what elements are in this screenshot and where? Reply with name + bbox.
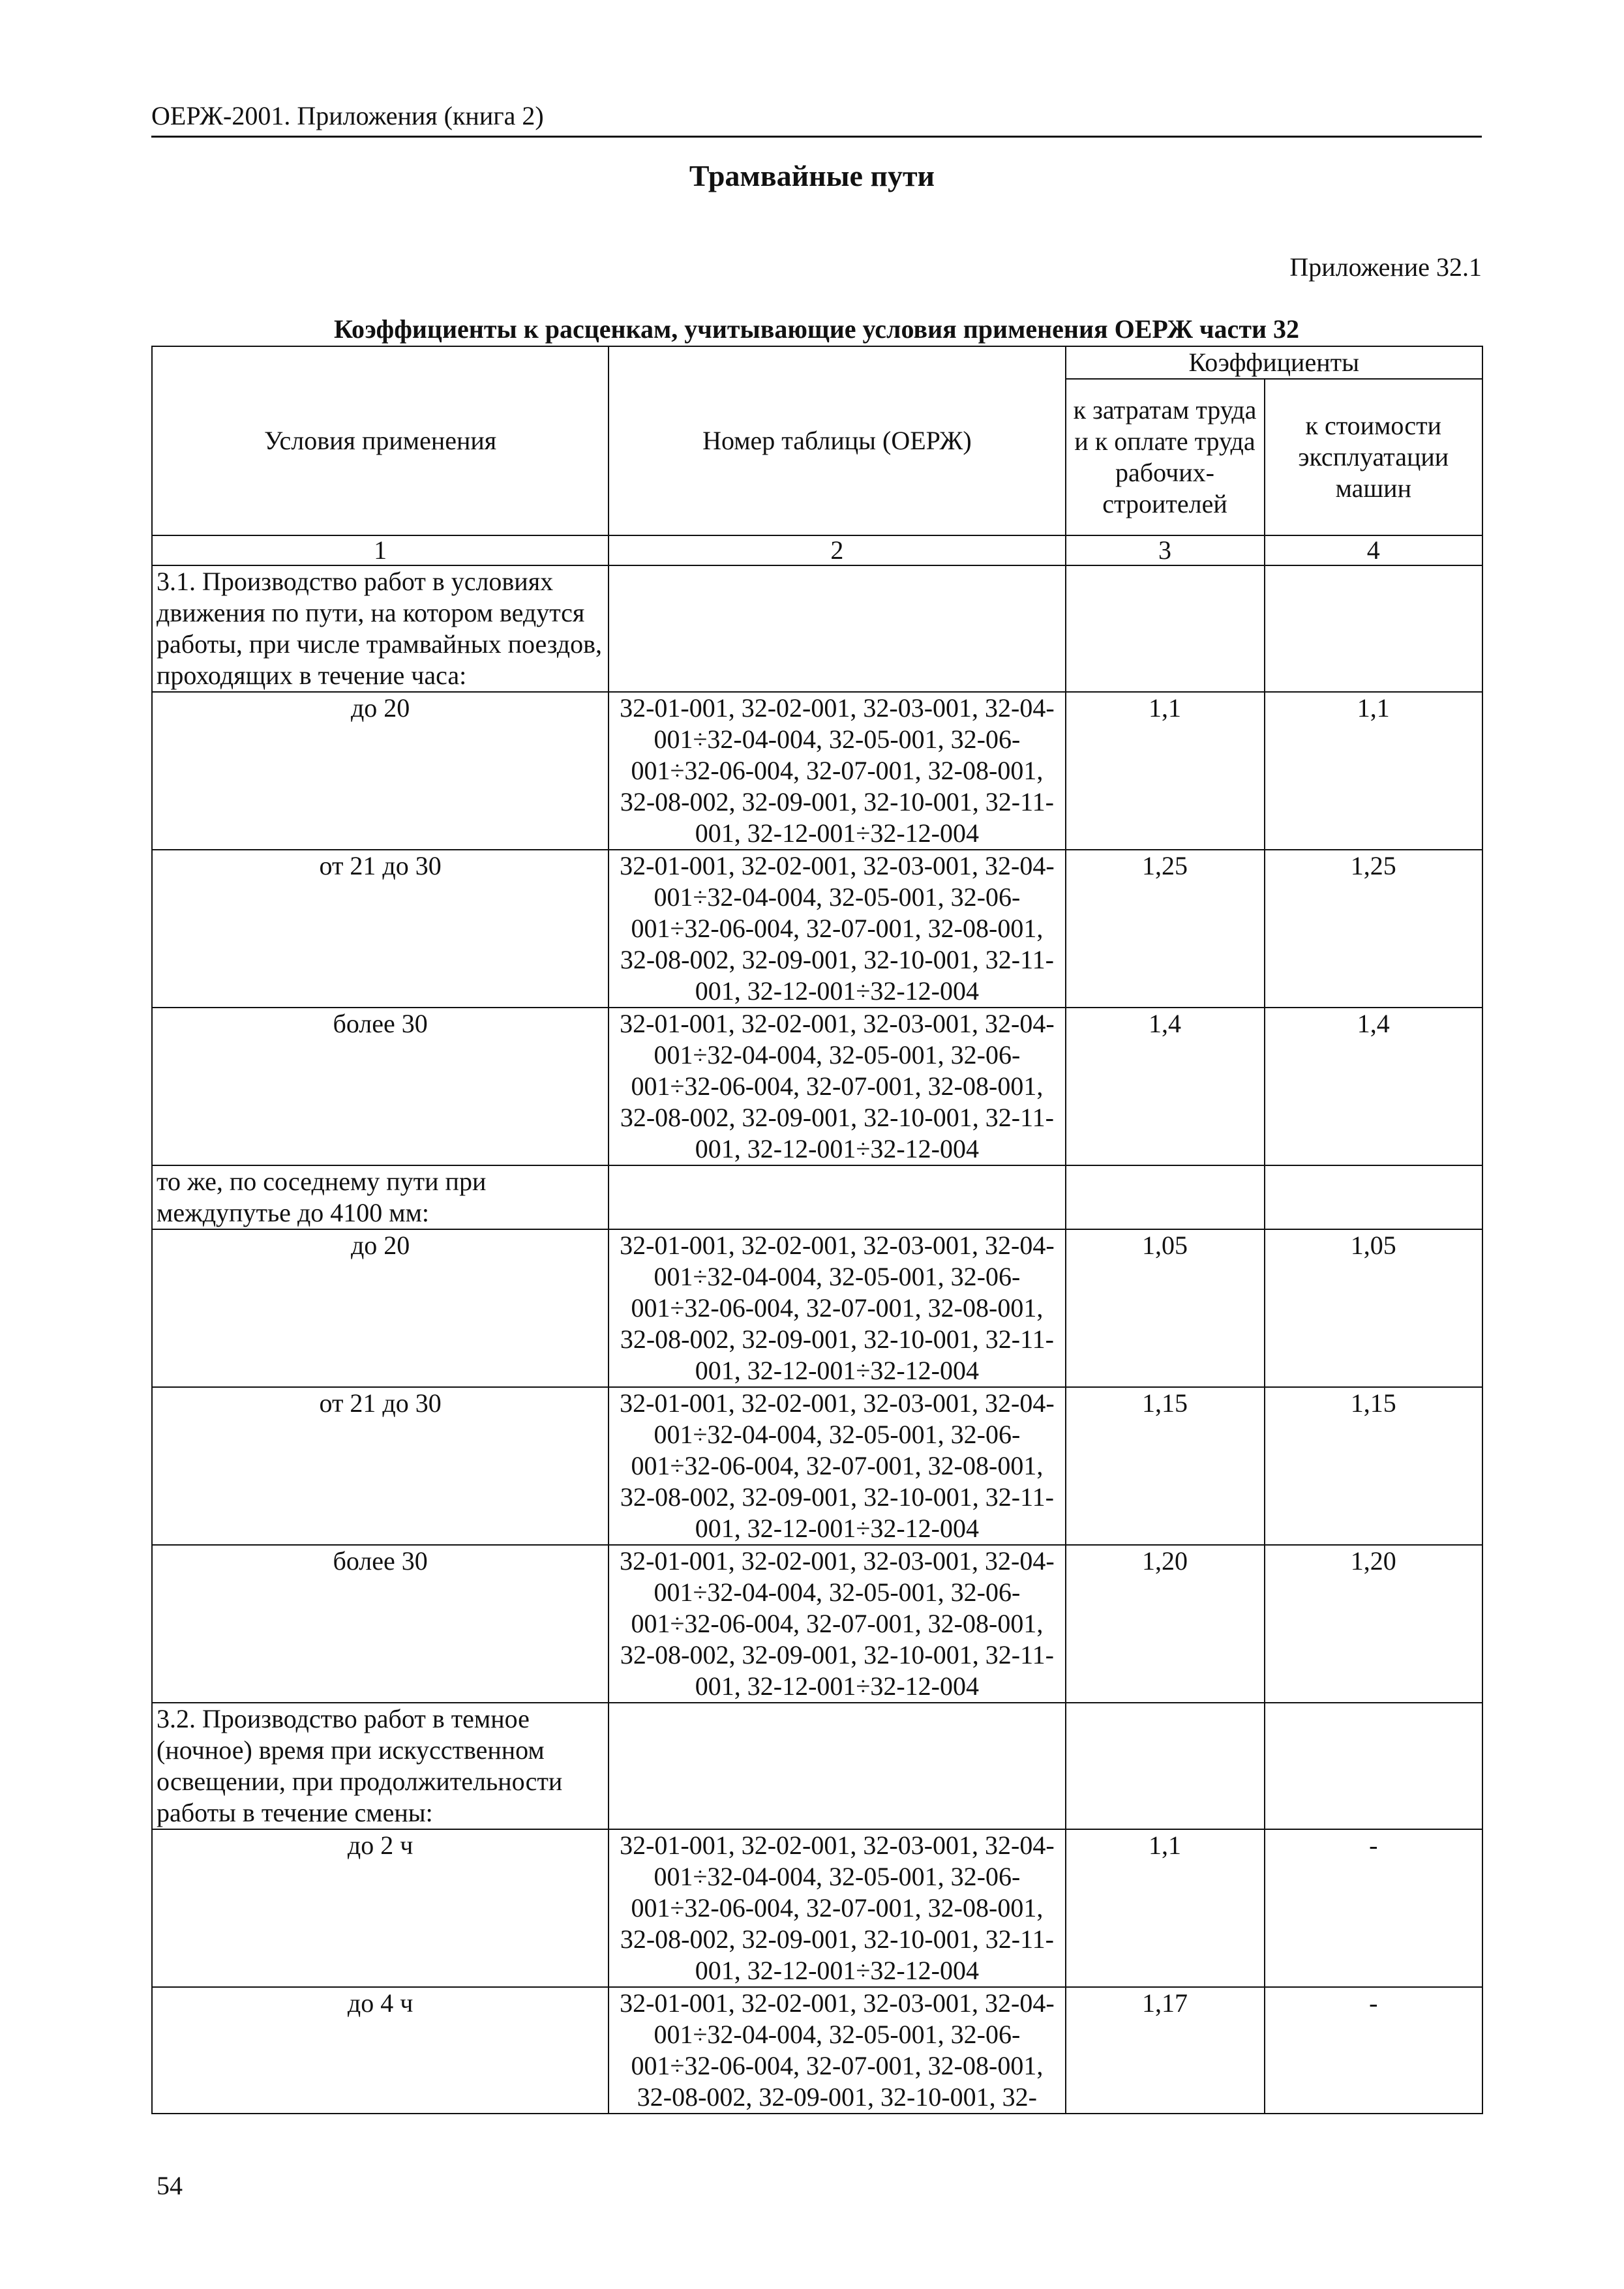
table-row	[152, 1008, 1482, 1165]
machine-coefficient-cell	[1265, 1165, 1482, 1229]
header-machines: к стоимости эксплуатации машин	[1265, 379, 1482, 535]
labor-coefficient-cell: 1,25	[1066, 850, 1265, 1008]
labor-coefficient-cell: 1,1	[1066, 1829, 1265, 1987]
machine-coefficient-cell: 1,15	[1265, 1387, 1482, 1545]
table-row	[152, 1703, 1482, 1829]
table-numbers-cell: 32-01-001, 32-02-001, 32-03-001, 32-04-001÷32-04-004, 32-05-001, 32-06-001÷32-06-004, 32-07-001, 32-08-001, 32-08-002, 32-09-001, 32-10-001, 32-11-001, 32-12-001÷32-12-004	[609, 1387, 1065, 1545]
labor-coefficient-cell	[1066, 1703, 1265, 1829]
machine-coefficient-cell: 1,4	[1265, 1008, 1482, 1165]
header-labor: к затратам труда и к оплате труда рабочих-строителей	[1066, 379, 1265, 535]
table-row	[152, 565, 1482, 692]
appendix-label: Приложение 32.1	[1289, 252, 1482, 282]
condition-cell: до 20	[152, 692, 609, 850]
column-number: 1	[152, 535, 609, 565]
labor-coefficient-cell: 1,17	[1066, 1987, 1265, 2114]
page-number: 54	[157, 2171, 183, 2200]
condition-cell: от 21 до 30	[152, 850, 609, 1008]
machine-coefficient-cell: 1,1	[1265, 692, 1482, 850]
labor-coefficient-cell: 1,4	[1066, 1008, 1265, 1165]
table-row	[152, 1829, 1482, 1987]
table-row	[152, 850, 1482, 1008]
condition-cell: до 2 ч	[152, 1829, 609, 1987]
table-numbers-cell: 32-01-001, 32-02-001, 32-03-001, 32-04-001÷32-04-004, 32-05-001, 32-06-001÷32-06-004, 32-07-001, 32-08-001, 32-08-002, 32-09-001, 32-10-001, 32-11-001, 32-12-001÷32-12-004	[609, 850, 1065, 1008]
column-number: 3	[1066, 535, 1265, 565]
machine-coefficient-cell: 1,25	[1265, 850, 1482, 1008]
machine-coefficient-cell	[1265, 565, 1482, 692]
labor-coefficient-cell: 1,1	[1066, 692, 1265, 850]
labor-coefficient-cell	[1066, 565, 1265, 692]
labor-coefficient-cell: 1,05	[1066, 1229, 1265, 1387]
table-caption: Коэффициенты к расценкам, учитывающие условия применения ОЕРЖ части 32	[333, 314, 1300, 344]
table-numbers-cell: 32-01-001, 32-02-001, 32-03-001, 32-04-001÷32-04-004, 32-05-001, 32-06-001÷32-06-004, 32-07-001, 32-08-001, 32-08-002, 32-09-001, 32-10-001, 32-	[609, 1987, 1065, 2114]
column-number: 2	[609, 535, 1065, 565]
labor-coefficient-cell: 1,15	[1066, 1387, 1265, 1545]
condition-cell: от 21 до 30	[152, 1387, 609, 1545]
table-row	[152, 1987, 1482, 2114]
table-body	[152, 565, 1482, 2114]
condition-cell: то же, по соседнему пути при междупутье до 4100 мм:	[152, 1165, 609, 1229]
header-coefficients: Коэффициенты	[1066, 346, 1483, 379]
table-numbers-cell	[609, 565, 1065, 692]
table-row	[152, 1545, 1482, 1703]
table-numbers-cell: 32-01-001, 32-02-001, 32-03-001, 32-04-001÷32-04-004, 32-05-001, 32-06-001÷32-06-004, 32-07-001, 32-08-001, 32-08-002, 32-09-001, 32-10-001, 32-11-001, 32-12-001÷32-12-004	[609, 1829, 1065, 1987]
coefficients-table	[151, 346, 1483, 2114]
table-numbers-cell: 32-01-001, 32-02-001, 32-03-001, 32-04-001÷32-04-004, 32-05-001, 32-06-001÷32-06-004, 32-07-001, 32-08-001, 32-08-002, 32-09-001, 32-10-001, 32-11-001, 32-12-001÷32-12-004	[609, 692, 1065, 850]
table-numbers-cell: 32-01-001, 32-02-001, 32-03-001, 32-04-001÷32-04-004, 32-05-001, 32-06-001÷32-06-004, 32-07-001, 32-08-001, 32-08-002, 32-09-001, 32-10-001, 32-11-001, 32-12-001÷32-12-004	[609, 1008, 1065, 1165]
condition-cell: более 30	[152, 1545, 609, 1703]
table-numbers-cell	[609, 1703, 1065, 1829]
condition-cell: до 4 ч	[152, 1987, 609, 2114]
machine-coefficient-cell	[1265, 1703, 1482, 1829]
column-number: 4	[1265, 535, 1482, 565]
table-numbers-cell	[609, 1165, 1065, 1229]
table-row	[152, 1387, 1482, 1545]
table-row	[152, 1229, 1482, 1387]
table-numbers-cell: 32-01-001, 32-02-001, 32-03-001, 32-04-001÷32-04-004, 32-05-001, 32-06-001÷32-06-004, 32-07-001, 32-08-001, 32-08-002, 32-09-001, 32-10-001, 32-11-001, 32-12-001÷32-12-004	[609, 1545, 1065, 1703]
labor-coefficient-cell	[1066, 1165, 1265, 1229]
table-row	[152, 692, 1482, 850]
table-numbers-cell: 32-01-001, 32-02-001, 32-03-001, 32-04-001÷32-04-004, 32-05-001, 32-06-001÷32-06-004, 32-07-001, 32-08-001, 32-08-002, 32-09-001, 32-10-001, 32-11-001, 32-12-001÷32-12-004	[609, 1229, 1065, 1387]
condition-cell: более 30	[152, 1008, 609, 1165]
table-row	[152, 1165, 1482, 1229]
condition-cell: 3.1. Производство работ в условиях движения по пути, на котором ведутся работы, при числе трамвайных поездов, проходящих в течение часа:	[152, 565, 609, 692]
condition-cell: до 20	[152, 1229, 609, 1387]
machine-coefficient-cell: 1,05	[1265, 1229, 1482, 1387]
machine-coefficient-cell: -	[1265, 1829, 1482, 1987]
machine-coefficient-cell: -	[1265, 1987, 1482, 2114]
page-title: Трамвайные пути	[689, 159, 935, 192]
condition-cell: 3.2. Производство работ в темное (ночное) время при искусственном освещении, при продолжительности работы в течение смены:	[152, 1703, 609, 1829]
running-header: ОЕРЖ-2001. Приложения (книга 2)	[151, 98, 1482, 138]
machine-coefficient-cell: 1,20	[1265, 1545, 1482, 1703]
header-conditions: Условия применения	[152, 346, 609, 535]
header-table-number: Номер таблицы (ОЕРЖ)	[609, 346, 1065, 535]
labor-coefficient-cell: 1,20	[1066, 1545, 1265, 1703]
